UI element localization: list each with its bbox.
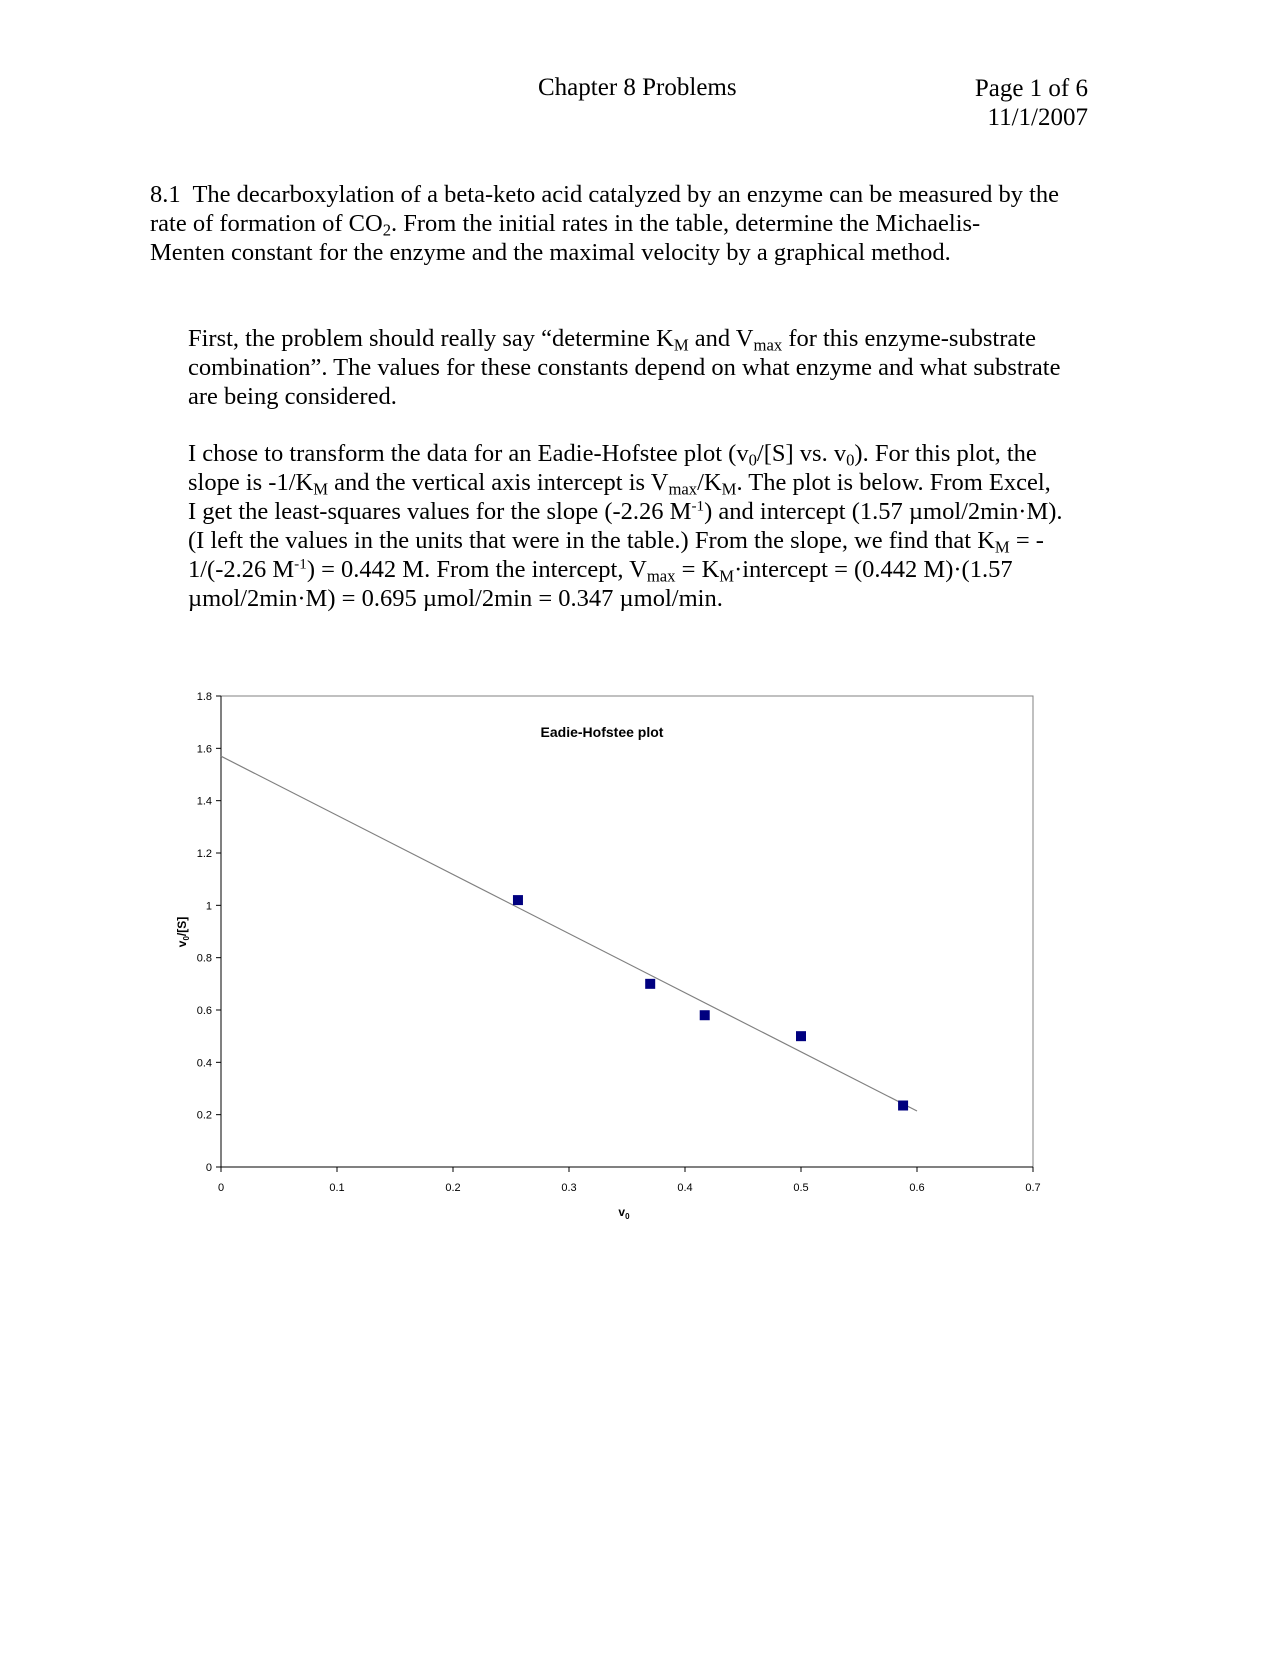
y-tick-label: 1.2 bbox=[196, 848, 212, 860]
y-tick-label: 0.4 bbox=[196, 1057, 212, 1070]
x-tick-label: 0.7 bbox=[1025, 1182, 1041, 1194]
answer-first-line-1: First, the problem should really say “determine $K_M$ and $V_{max}$ for this enzyme-substrate bbox=[188, 325, 1036, 355]
data-points bbox=[513, 895, 908, 1110]
answer-plot-line-4: (I left the values in the units that were in the table.) From the slope, we find that $K_M$ = - bbox=[188, 527, 1044, 557]
answer-first-line-3: are being considered. bbox=[188, 383, 397, 410]
y-tick-label: 1 bbox=[205, 900, 212, 913]
chapter-title: Chapter 8 Problems bbox=[538, 74, 737, 101]
x-tick-label: 0.3 bbox=[561, 1182, 577, 1194]
problem-line-2: rate of formation of $CO_2$. From the initial rates in the table, determine the Michaelis- bbox=[150, 210, 981, 240]
x-tick-label: 0.2 bbox=[445, 1182, 461, 1194]
data-point-marker bbox=[645, 979, 655, 989]
x-tick-label: 0.6 bbox=[909, 1182, 925, 1194]
y-axis-ticks bbox=[197, 691, 221, 1174]
y-tick-label: 0.8 bbox=[196, 952, 212, 965]
x-tick-label: 0.1 bbox=[329, 1182, 345, 1194]
problem-line-1: 8.1 The decarboxylation of a beta-keto acid catalyzed by an enzyme can be measured by the bbox=[150, 181, 1060, 208]
x-tick-label: 0 bbox=[217, 1182, 225, 1194]
y-tick-label: 0 bbox=[205, 1162, 212, 1174]
problem-number: 8.1 bbox=[150, 181, 181, 208]
y-tick-label: 1.4 bbox=[196, 795, 212, 808]
answer-plot-line-5: 1/(-2.26 $M^{-1}) = 0.442$ M. From the intercept, $V_{max}$ = $K_M\cdot intercept = (0.442$ M)·(1.57 bbox=[188, 555, 1013, 586]
data-point-marker bbox=[513, 895, 523, 905]
answer-plot-line-3: I get the least-squares values for the slope (-2.26 $M^{-1}$) and intercept (1.57 µmol/2min·M). bbox=[188, 497, 1063, 525]
plot-area-frame bbox=[221, 696, 1033, 1167]
x-axis-ticks bbox=[218, 1167, 1041, 1194]
data-point-marker bbox=[796, 1031, 806, 1041]
x-tick-label: 0.5 bbox=[793, 1182, 809, 1194]
y-tick-label: 1.8 bbox=[196, 691, 212, 703]
x-tick-label: 0.4 bbox=[677, 1182, 693, 1194]
data-point-marker bbox=[898, 1101, 908, 1111]
answer-plot-line-1: I chose to transform the data for an Eadie-Hofstee plot ($v_0/[S]$ vs. $v_0$). For this plot, the bbox=[188, 440, 1037, 470]
answer-first-line-2: combination”. The values for these constants depend on what enzyme and what substrate bbox=[188, 354, 1061, 381]
y-axis-label: $v_0/[S]$ bbox=[175, 916, 191, 948]
header-date: 11/1/2007 bbox=[987, 104, 1088, 131]
data-point-marker bbox=[700, 1010, 710, 1020]
y-tick-label: 0.6 bbox=[196, 1005, 212, 1017]
x-axis-label: $v_0$ bbox=[618, 1205, 630, 1221]
y-tick-label: 0.2 bbox=[196, 1109, 212, 1122]
y-tick-label: 1.6 bbox=[196, 743, 212, 756]
answer-plot-line-2: slope is $-1/K_M$ and the vertical axis intercept is $V_{max}/K_M$. The plot is below. From Excel, bbox=[188, 469, 1051, 499]
answer-plot-line-6: µmol/2min·M) = 0.695 µmol/2min = 0.347 µmol/min. bbox=[188, 585, 723, 612]
page-number: Page 1 of 6 bbox=[974, 75, 1088, 102]
trendline bbox=[221, 756, 917, 1111]
problem-line-3: Menten constant for the enzyme and the maximal velocity by a graphical method. bbox=[150, 239, 951, 266]
chart-title: Eadie-Hofstee plot bbox=[540, 724, 664, 740]
